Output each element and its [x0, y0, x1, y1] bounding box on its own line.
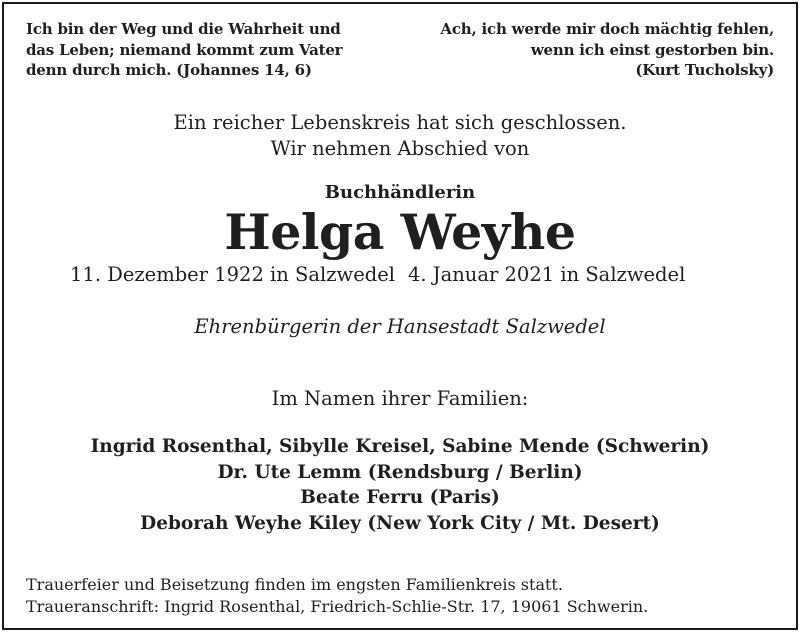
family-line: Deborah Weyhe Kiley (New York City / Mt. Desert) — [140, 512, 660, 534]
intro-text — [4, 110, 796, 162]
family-line: Dr. Ute Lemm (Rendsburg / Berlin) — [217, 461, 583, 483]
quote-line: das Leben; niemand kommt zum Vater — [26, 40, 343, 59]
family-list — [4, 434, 796, 536]
profession: Buchhändlerin — [324, 182, 476, 203]
quote-line: (Kurt Tucholsky) — [635, 61, 774, 79]
intro-line: Wir nehmen Abschied von — [270, 137, 530, 160]
family-line: Ingrid Rosenthal, Sibylle Kreisel, Sabine Mende (Schwerin) — [90, 436, 710, 457]
quote-line: denn durch mich. (Johannes 14, 6) — [26, 61, 312, 79]
quote-line: Ach, ich werde mir doch mächtig fehlen, — [440, 20, 774, 38]
tucholsky-quote — [440, 19, 774, 81]
birth-date: 11. Dezember 1922 in Salzwedel — [70, 263, 396, 286]
family-intro: Im Namen ihrer Familien: — [271, 387, 529, 410]
quote-line: Ich bin der Weg und die Wahrheit und — [26, 20, 341, 38]
honorary-title: Ehrenbürgerin der Hansestadt Salzwedel — [194, 315, 606, 338]
funeral-info — [26, 574, 648, 618]
bible-quote — [26, 19, 342, 81]
intro-line: Ein reicher Lebenskreis hat sich geschlossen. — [173, 111, 627, 134]
footer-line: Trauerfeier und Beisetzung finden im engsten Familienkreis statt. — [26, 575, 563, 594]
deceased-name: Helga Weyhe — [224, 203, 576, 261]
obituary-notice — [2, 2, 798, 630]
family-line: Beate Ferru (Paris) — [300, 487, 500, 508]
footer-line: Traueranschrift: Ingrid Rosenthal, Friedrich-Schlie-Str. 17, 19061 Schwerin. — [26, 597, 649, 616]
death-date: 4. Januar 2021 in Salzwedel — [408, 263, 686, 286]
quote-line: wenn ich einst gestorben bin. — [530, 40, 774, 59]
